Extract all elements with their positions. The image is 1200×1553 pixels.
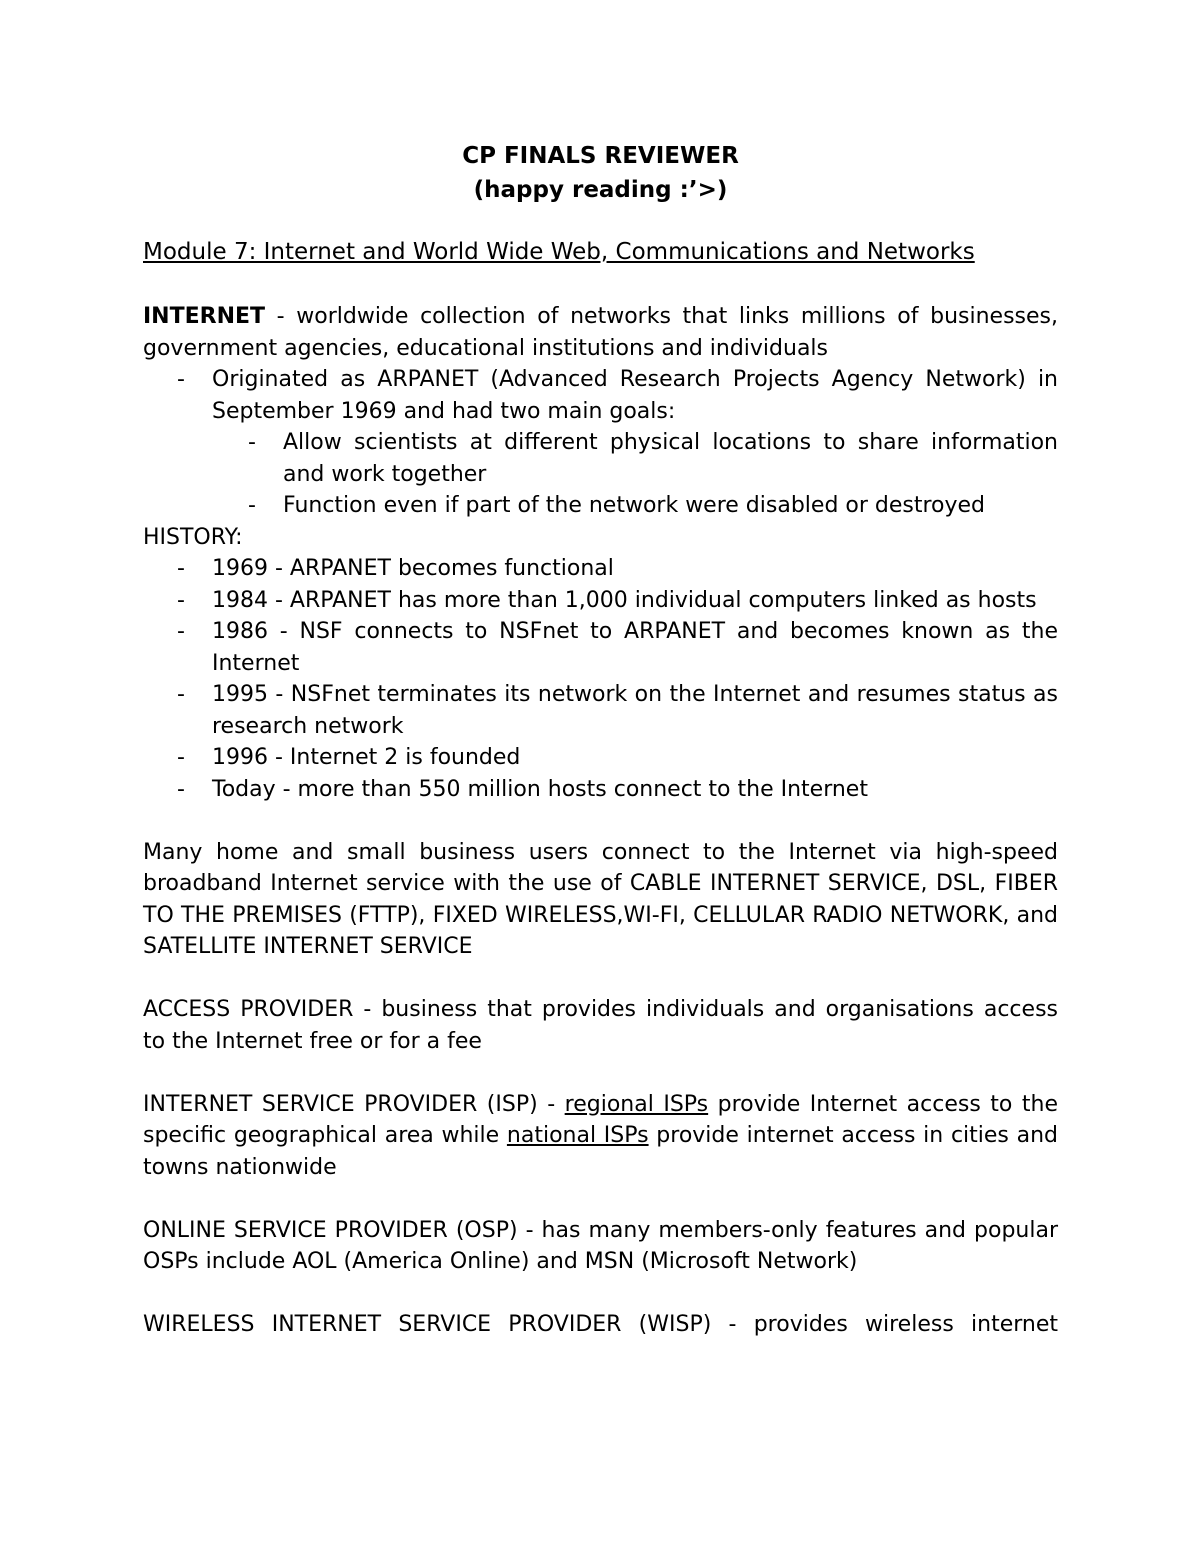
- list-item: - 1996 - Internet 2 is founded: [143, 742, 1058, 774]
- document-title: CP FINALS REVIEWER: [462, 143, 739, 169]
- isp-text: provide Internet access to the specific geographical area while: [143, 1091, 1058, 1148]
- spacer: [143, 1057, 1058, 1089]
- list-item: [143, 364, 1058, 522]
- list-item: - 1984 - ARPANET has more than 1,000 individual computers linked as hosts: [143, 585, 1058, 617]
- regional-isps-text: regional ISPs: [564, 1091, 709, 1117]
- isp-text: INTERNET SERVICE PROVIDER (ISP) -: [143, 1091, 565, 1117]
- document-subtitle: (happy reading :’>): [473, 177, 728, 203]
- internet-definition-text: - worldwide collection of networks that links millions of businesses, government agencies, educational institutions and individuals: [143, 304, 1058, 361]
- broadband-paragraph: Many home and small business users connect to the Internet via high-speed broadband Internet service with the use of CABLE INTERNET SERVICE, DSL, FIBER TO THE PREMISES (FTTP), FIXED WIRELESS,WI-FI, CELLULAR RADIO NETWORK, and SATELLITE INTERNET SERVICE: [143, 839, 1058, 959]
- isp-paragraph: [143, 1089, 1058, 1184]
- list-item: - Function even if part of the network were disabled or destroyed: [212, 490, 1058, 522]
- document-page: [143, 139, 1058, 1341]
- wisp-paragraph: WIRELESS INTERNET SERVICE PROVIDER (WISP) - provides wireless internet: [143, 1312, 1058, 1337]
- internet-origin-list: [143, 364, 1058, 522]
- access-provider-paragraph: ACCESS PROVIDER - business that provides individuals and organisations access to the Internet free or for a fee: [143, 997, 1058, 1054]
- spacer: [143, 963, 1058, 995]
- spacer: [143, 805, 1058, 837]
- internet-origin-text: Originated as ARPANET (Advanced Research Projects Agency Network) in September 1969 and had two main goals:: [212, 367, 1058, 424]
- module-heading: Module 7: Internet and World Wide Web, Communications and Networks: [143, 239, 975, 265]
- list-item: - 1969 - ARPANET becomes functional: [143, 553, 1058, 585]
- list-item: - 1986 - NSF connects to NSFnet to ARPANET and becomes known as the Internet: [143, 616, 1058, 679]
- internet-goals-list: [212, 427, 1058, 522]
- spacer: [143, 1278, 1058, 1310]
- list-item: - 1995 - NSFnet terminates its network on the Internet and resumes status as research network: [143, 679, 1058, 742]
- internet-definition: [143, 301, 1058, 364]
- history-label: HISTORY:: [143, 524, 243, 550]
- national-isps-text: national ISPs: [506, 1123, 649, 1148]
- list-item: - Allow scientists at different physical locations to share information and work together: [212, 427, 1058, 490]
- spacer: [143, 1183, 1058, 1215]
- isp-text: provide internet access in cities and towns nationwide: [143, 1123, 1058, 1180]
- list-item: - Today - more than 550 million hosts connect to the Internet: [143, 774, 1058, 806]
- spacer: [143, 270, 1058, 301]
- internet-term: INTERNET: [143, 304, 266, 329]
- osp-paragraph: ONLINE SERVICE PROVIDER (OSP) - has many members-only features and popular OSPs include AOL (America Online) and MSN (Microsoft Network): [143, 1217, 1058, 1274]
- history-list: [143, 553, 1058, 805]
